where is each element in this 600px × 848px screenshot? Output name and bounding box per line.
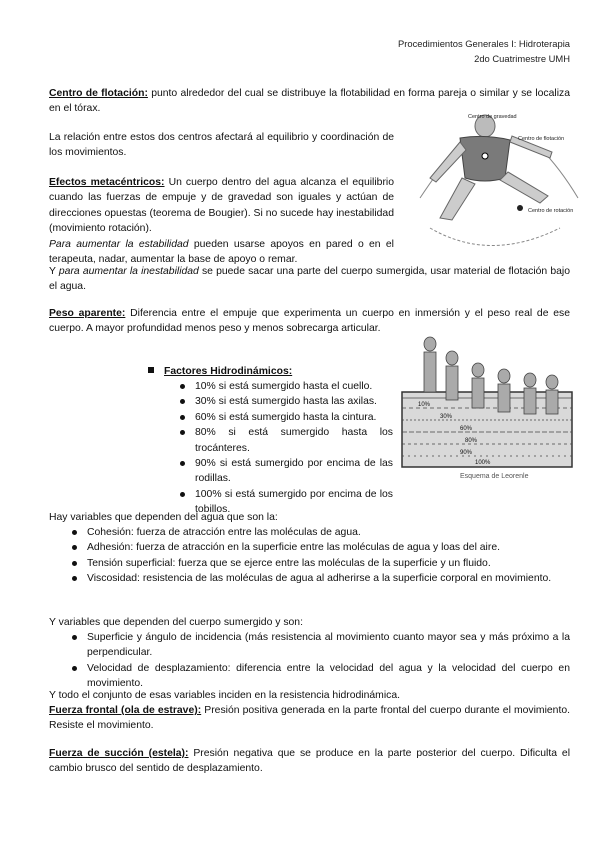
flotation-diagram [400,108,580,258]
depth-label: 90% [460,450,473,456]
list-item: Viscosidad: resistencia de las moléculas de agua al adherirse a la superficie corporal en movimiento. [67,571,570,586]
list-item: Tensión superficial: fuerza que se ejerce entre las moléculas de la superficie y un fluido. [67,556,570,571]
label-centro-rotacion: Centro de rotación [528,208,574,214]
efectos-title: Efectos metacéntricos: [49,177,165,188]
list-item: Velocidad de desplazamiento: diferencia entre la velocidad del agua y la velocidad del cuerpo en movimiento. [67,661,570,692]
immersion-diagram [400,330,575,480]
square-bullet-icon [148,367,154,373]
header-term: 2do Cuatrimestre UMH [474,53,570,64]
list-item: 100% si está sumergido por encima de los tobillos. [175,487,393,518]
succion-title: Fuerza de succión (estela): [49,748,189,759]
peso-text: Diferencia entre el empuje que experimenta un cuerpo en inmersión y el peso real de ese cuerpo. A mayor profundidad menos peso y menos sobrecarga articular. [49,308,570,335]
depth-label: 10% [418,402,431,408]
list-item: 80% si está sumergido hasta los trocánteres. [175,425,393,456]
page-header [398,36,570,66]
cuerpo-list [67,630,570,692]
estabilidad-label: Para aumentar la estabilidad [49,238,189,250]
list-item: Cohesión: fuerza de atracción entre las moléculas de agua. [67,525,570,540]
inestabilidad-paragraph [49,264,570,295]
depth-label: 30% [440,414,453,420]
depth-label: 60% [460,426,473,432]
label-centro-gravedad: Centro de gravedad [468,114,517,120]
list-item: 30% si está sumergido hasta las axilas. [175,394,393,409]
succion-paragraph [49,746,570,777]
header-course: Procedimientos Generales I: Hidroterapia [398,38,570,49]
list-item: Superficie y ángulo de incidencia (más resistencia al movimiento cuanto mayor sea y más próximo a la perpendicular. [67,630,570,661]
frontal-text: Presión positiva generada en la parte frontal del cuerpo durante el movimiento. Resiste el movimiento. [49,705,571,732]
centro-title: Centro de flotación: [49,88,148,99]
cuerpo-intro: Y variables que dependen del cuerpo sumergido y son: [49,617,303,628]
label-centro-flotacion: Centro de flotación [518,136,565,142]
agua-list [67,525,570,587]
inestabilidad-text: se puede sacar una parte del cuerpo sumergida, usar material de flotación bajo el agua. [49,266,570,293]
list-item: 60% si está sumergido hasta la cintura. [175,410,393,425]
figure-body [430,115,552,220]
inestabilidad-prefix: Y [49,266,59,277]
frontal-title: Fuerza frontal (ola de estrave): [49,705,202,716]
estabilidad-text: pueden usarse apoyos en pared o en el terapeuta, nadar, aumentar la base de apoyo o remar. [49,238,394,266]
figure-caption: Esquema de Leorenle [460,473,529,480]
centro-text: punto alrededor del cual se distribuye la flotabilidad en forma pareja o similar y se localiza en el tórax. [49,88,570,115]
list-item: 90% si está sumergido por encima de las rodillas. [175,456,393,487]
list-item: Adhesión: fuerza de atracción en la superficie entre las moléculas de agua y loas del aire. [67,540,570,555]
depth-label: 80% [465,438,478,444]
frontal-paragraph [49,703,570,734]
agua-intro: Hay variables que dependen del agua que son la: [49,512,278,523]
inestabilidad-label: para aumentar la inestabilidad [58,266,199,277]
peso-title: Peso aparente: [49,308,126,319]
depth-label: 100% [475,460,491,466]
factores-list [175,379,393,518]
succion-text: Presión negativa que se produce en la parte posterior del cuerpo. Dificulta el cambio brusco del sentido de desplazamiento. [49,748,570,775]
efectos-text: Un cuerpo dentro del agua alcanza el equilibrio cuando las fuerzas de empuje y de gravedad son iguales y actúan de direcciones opuestas (teorema de Bougier). Si no sucede hay inestabilidad (movimiento rotación). [49,177,394,235]
factores-title: Factores Hidrodinámicos: [164,366,293,377]
factores-heading [148,364,292,379]
list-item: 10% si está sumergido hasta el cuello. [175,379,393,394]
efectos-paragraph [49,175,394,267]
relacion-paragraph: La relación entre estos dos centros afectará al equilibrio y coordinación de los movimientos. [49,132,394,159]
todo-paragraph: Y todo el conjunto de esas variables inciden en la resistencia hidrodinámica. [49,690,400,701]
